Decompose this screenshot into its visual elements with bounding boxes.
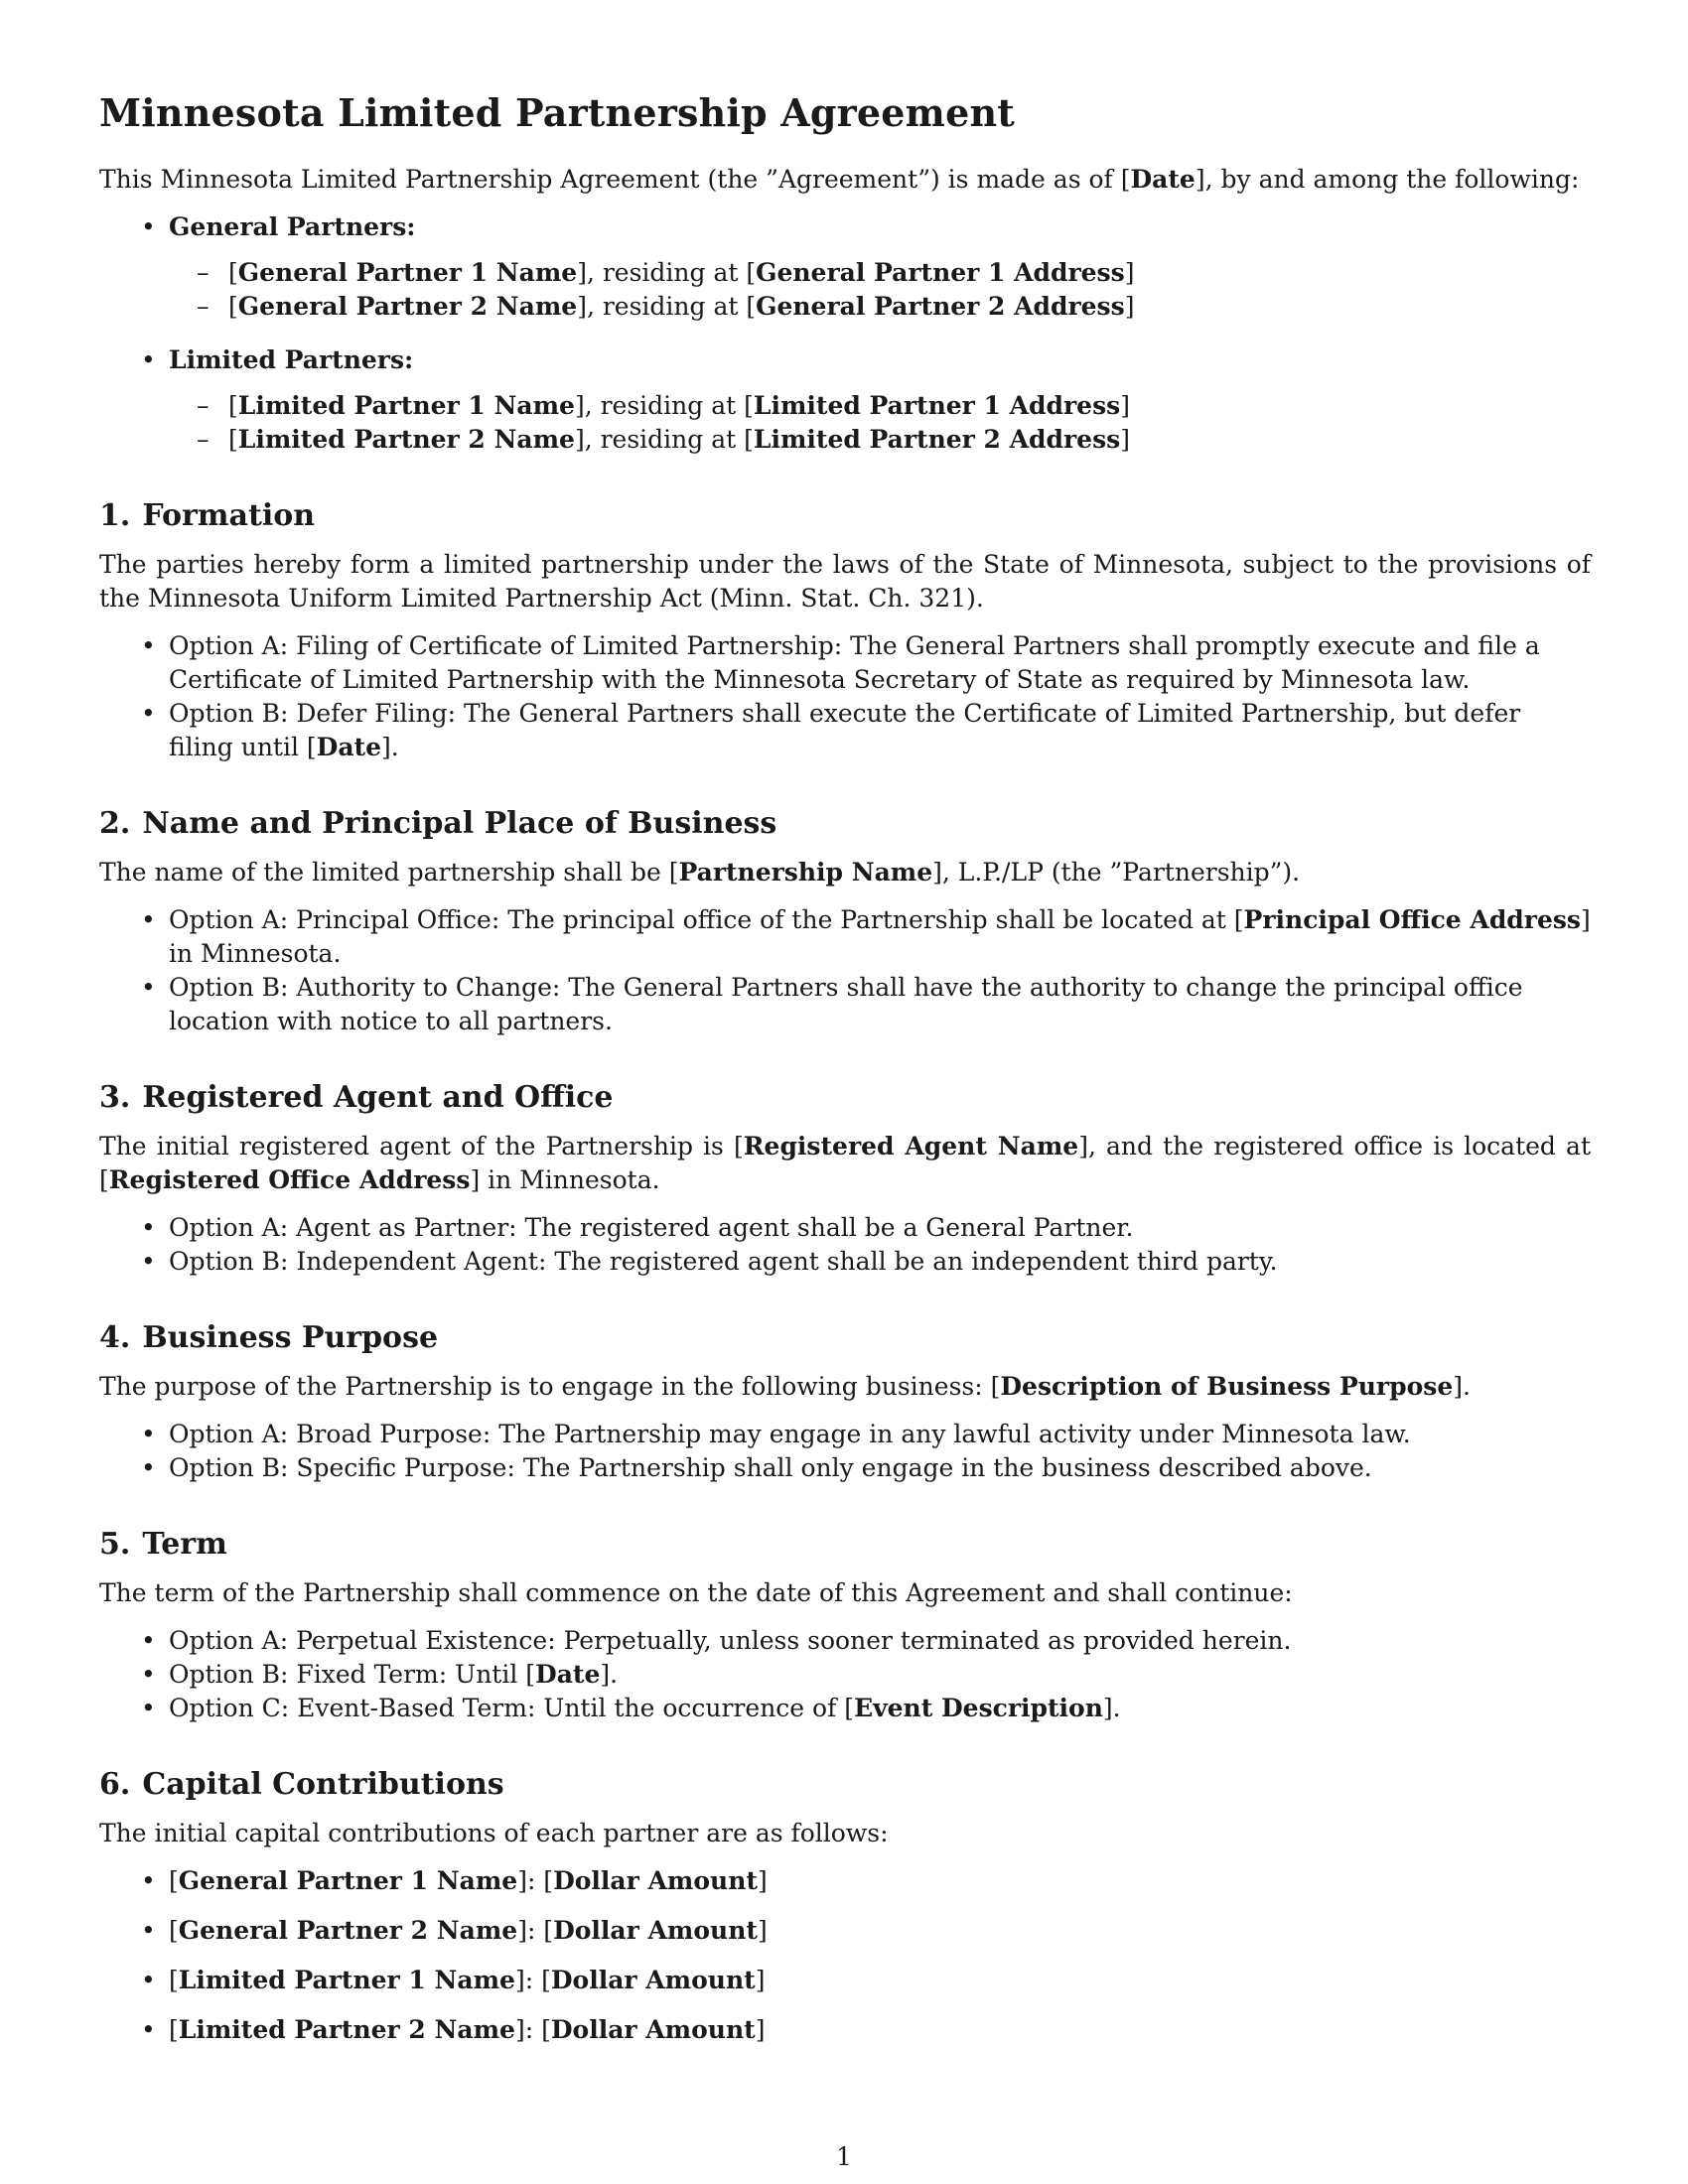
option-item: • Option A: Filing of Certificate of Limited Partnership: The General Partners shall promptly execute and file a Certificate of Limited Partnership with the Minnesota Secretary of State as required by Minnesota law. [169,629,1591,697]
options-list [99,903,1591,1038]
option-item: • Option C: Event-Based Term: Until the occurrence of [Event Description]. [169,1692,1591,1725]
general-partners-sublist [169,256,1591,324]
section-heading-business-purpose: 4. Business Purpose [99,1320,439,1355]
general-partners-label: General Partners: [169,212,416,241]
options-list [99,1211,1591,1279]
contributions-list [99,1864,1591,2047]
section-body: The initial registered agent of the Partnership is [Registered Agent Name], and the registered office is located at [Registered Office Address] in Minnesota. [99,1132,1592,1194]
option-item: • Option B: Specific Purpose: The Partnership shall only engage in the business described above. [169,1451,1591,1485]
option-item: • Option A: Broad Purpose: The Partnership may engage in any lawful activity under Minnesota law. [169,1418,1591,1451]
party-entry: – [Limited Partner 2 Name], residing at [Limited Partner 2 Address] [228,423,1591,457]
option-item: • Option B: Fixed Term: Until [Date]. [169,1658,1591,1692]
section-heading-name-place: 2. Name and Principal Place of Business [99,806,777,841]
party-entry: – [General Partner 1 Name], residing at [General Partner 1 Address] [228,256,1591,290]
option-item: • Option A: Perpetual Existence: Perpetually, unless sooner terminated as provided herein. [169,1624,1591,1658]
section-body: The parties hereby form a limited partnership under the laws of the State of Minnesota, subject to the provisions of the Minnesota Uniform Limited Partnership Act (Minn. Stat. Ch. 321). [99,550,1591,613]
option-item: • Option A: Principal Office: The principal office of the Partnership shall be located at [Principal Office Address] in Minnesota. [169,903,1591,971]
contribution-item: • [General Partner 2 Name]: [Dollar Amount] [169,1914,1591,1948]
option-item: • Option B: Independent Agent: The registered agent shall be an independent third party. [169,1245,1591,1279]
option-item: • Option A: Agent as Partner: The registered agent shall be a General Partner. [169,1211,1591,1245]
parties-list [99,210,1591,457]
options-list [99,1624,1591,1725]
document-page [99,87,1591,2063]
document-title: Minnesota Limited Partnership Agreement [99,90,1016,135]
date-field: Date [1130,165,1196,194]
options-list [99,629,1591,764]
section-heading-term: 5. Term [99,1527,227,1562]
section-heading-registered-agent: 3. Registered Agent and Office [99,1080,614,1115]
limited-partners-item [169,343,1591,457]
limited-partners-label: Limited Partners: [169,345,414,374]
option-item: • Option B: Defer Filing: The General Partners shall execute the Certificate of Limited Partnership, but defer filing until [Date]. [169,697,1591,764]
option-item: • Option B: Authority to Change: The General Partners shall have the authority to change the principal office location with notice to all partners. [169,971,1591,1038]
party-entry: – [Limited Partner 1 Name], residing at [Limited Partner 1 Address] [228,389,1591,423]
section-body: The purpose of the Partnership is to engage in the following business: [Description of Business Purpose]. [99,1372,1471,1401]
contribution-item: • [General Partner 1 Name]: [Dollar Amount] [169,1864,1591,1898]
general-partners-item [169,210,1591,324]
intro-paragraph: This Minnesota Limited Partnership Agreement (the ”Agreement”) is made as of [Date], by and among the following: [99,165,1580,194]
contribution-item: • [Limited Partner 1 Name]: [Dollar Amount] [169,1964,1591,1997]
page-number: 1 [836,2142,852,2171]
section-heading-formation: 1. Formation [99,498,316,533]
party-entry: – [General Partner 2 Name], residing at [General Partner 2 Address] [228,290,1591,324]
section-body: The term of the Partnership shall commence on the date of this Agreement and shall continue: [99,1578,1293,1607]
options-list [99,1418,1591,1485]
section-heading-capital-contributions: 6. Capital Contributions [99,1767,504,1802]
section-body: The name of the limited partnership shall be [Partnership Name], L.P./LP (the ”Partnership”). [99,858,1301,887]
contribution-item: • [Limited Partner 2 Name]: [Dollar Amount] [169,2013,1591,2047]
section-body: The initial capital contributions of each partner are as follows: [99,1819,889,1847]
limited-partners-sublist [169,389,1591,457]
